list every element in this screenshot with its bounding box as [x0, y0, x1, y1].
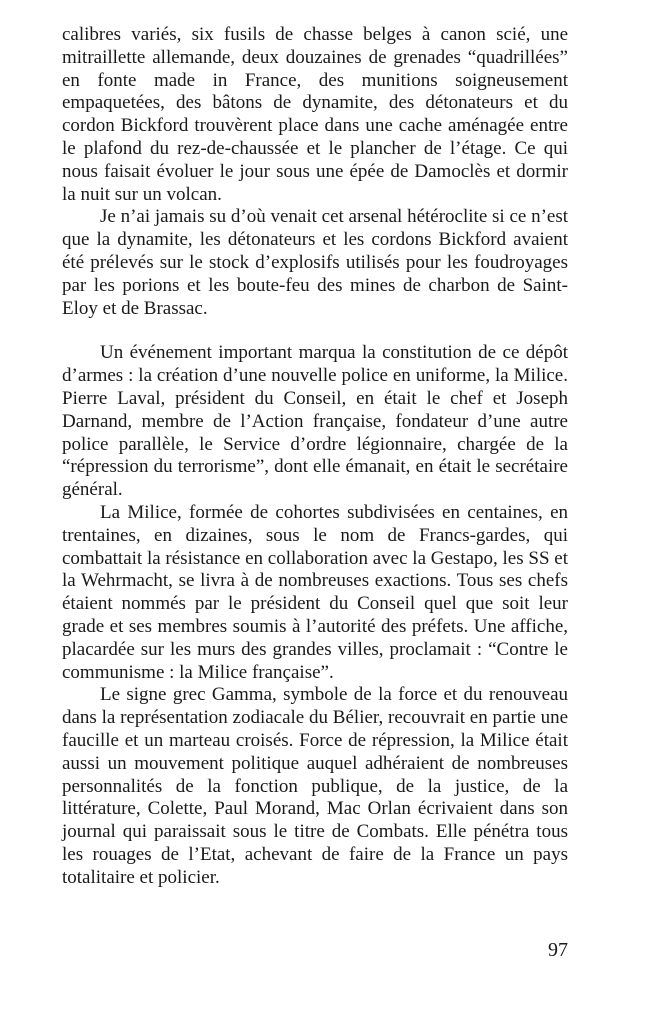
- paragraph-2: Je n’ai jamais su d’où venait cet arsenal hétéroclite si ce n’est que la dynamite, les détonateurs et les cordons Bickford avaient été prélevés sur le stock d’explosifs utilisés pour les foudroyages par les porions et les boute-feu des mines de charbon de Saint-Eloy et de Brassac.: [62, 206, 568, 319]
- paragraph-1: calibres variés, six fusils de chasse belges à canon scié, une mitraillette allemande, deux douzaines de grenades “quadrillées” en fonte made in France, des munitions soigneusement empaquetées, des bâtons de dynamite, des détonateurs et du cordon Bickford trouvèrent place dans une cache aménagée entre le plafond du rez-de-chaussée et le plancher de l’étage. Ce qui nous faisait évoluer le jour sous une épée de Damoclès et dormir la nuit sur un volcan.: [62, 24, 568, 205]
- paragraph-3: Un événement important marqua la constitution de ce dépôt d’armes : la création d’une nouvelle police en uniforme, la Milice. Pierre Laval, président du Conseil, en était le chef et Joseph Darnand, membre de l’Action française, fondateur d’une autre police parallèle, le Service d’ordre légionnaire, chargée de la “répression du terrorisme”, dont elle émanait, en était le secrétaire général.: [62, 342, 568, 501]
- paragraph-5: Le signe grec Gamma, symbole de la force et du renouveau dans la représentation zodiacale du Bélier, recouvrait en partie une faucille et un marteau croisés. Force de répression, la Milice était aussi un mouvement politique auquel adhéraient de nombreuses personnalités de la fonction publique, de la justice, de la littérature, Colette, Paul Morand, Mac Orlan écrivaient dans son journal qui paraissait sous le titre de Combats. Elle pénétra tous les rouages de l’Etat, achevant de faire de la France un pays totalitaire et policier.: [62, 684, 568, 888]
- paragraph-4: La Milice, formée de cohortes subdivisées en centaines, en trentaines, en dizaines, sous le nom de Francs-gardes, qui combattait la résistance en collaboration avec la Gestapo, les SS et la Wehrmacht, se livra à de nombreuses exactions. Tous ses chefs étaient nommés par le président du Conseil quel que soit leur grade et ses membres soumis à l’autorité des préfets. Une affiche, placardée sur les murs des grandes villes, proclamait : “Contre le communisme : la Milice française”.: [62, 501, 568, 683]
- page-body: [62, 24, 568, 889]
- page-number: 97: [548, 939, 568, 961]
